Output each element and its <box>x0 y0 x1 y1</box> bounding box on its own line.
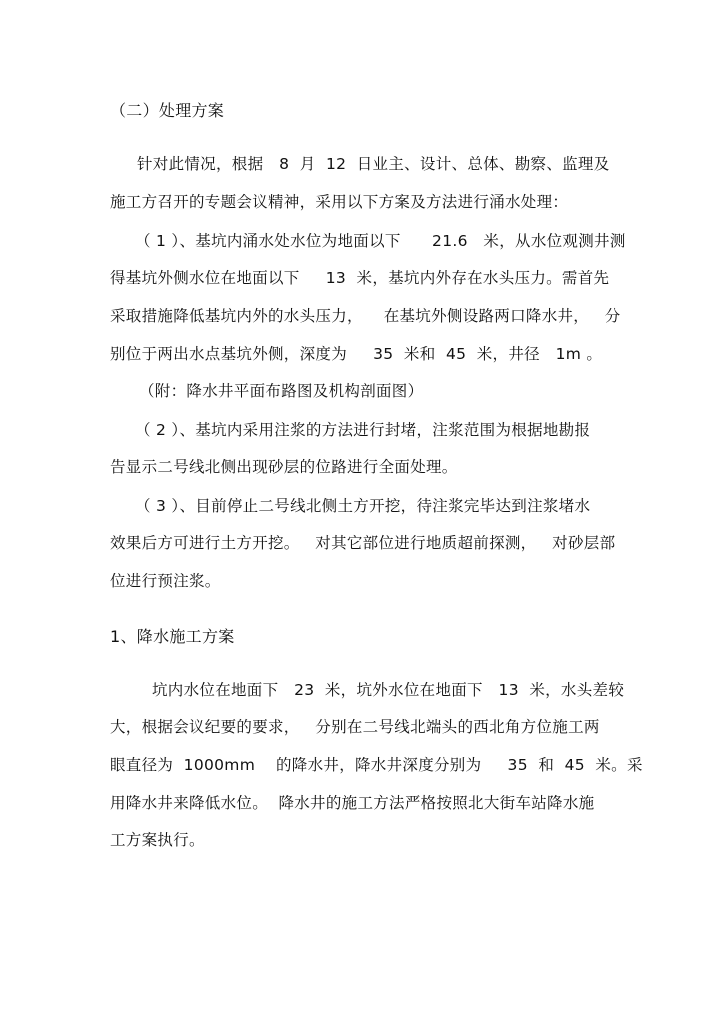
item2-line-1: （ 2 ）、基坑内采用注浆的方法进行封堵，注浆范围为根据地勘报 <box>135 421 591 439</box>
dewatering-line-2: 大，根据会议纪要的要求， 分别在二号线北端头的西北角方位施工两 <box>110 718 600 736</box>
item3-line-2: 效果后方可进行土方开挖。 对其它部位进行地质超前探测， 对砂层部 <box>110 534 616 552</box>
section-title: （二）处理方案 <box>110 101 225 120</box>
item1-line-4: 别位于两出水点基坑外侧，深度为 35 米和 45 米，井径 1m 。 <box>110 345 603 363</box>
dewatering-line-3: 眼直径为 1000mm 的降水井，降水井深度分别为 35 和 45 米。采 <box>110 756 643 774</box>
item3-line-3: 位进行预注浆。 <box>110 572 221 590</box>
item1-line-2: 得基坑外侧水位在地面以下 13 米，基坑内外存在水头压力。需首先 <box>110 269 610 287</box>
item2-line-2: 告显示二号线北侧出现砂层的位路进行全面处理。 <box>110 458 458 476</box>
item1-line-3: 采取措施降低基坑内外的水头压力， 在基坑外侧设路两口降水井， 分 <box>110 307 621 325</box>
intro-line-1: 针对此情况，根据 8 月 12 日业主、设计、总体、勘察、监理及 <box>137 155 610 173</box>
attachment-note: （附：降水井平面布路图及机构剖面图） <box>139 382 424 400</box>
intro-line-2: 施工方召开的专题会议精神，采用以下方案及方法进行涌水处理： <box>110 193 569 211</box>
dewatering-line-1: 坑内水位在地面下 23 米，坑外水位在地面下 13 米，水头差较 <box>152 681 625 699</box>
item1-line-1: （ 1 ）、基坑内涌水处水位为地面以下 21.6 米，从水位观测井测 <box>135 232 626 250</box>
dewatering-line-5: 工方案执行。 <box>110 831 205 849</box>
subsection-title: 1、降水施工方案 <box>110 627 235 646</box>
dewatering-line-4: 用降水井来降低水位。 降水井的施工方法严格按照北大街车站降水施 <box>110 794 595 812</box>
item3-line-1: （ 3 ）、目前停止二号线北侧土方开挖，待注浆完毕达到注浆堵水 <box>135 497 591 515</box>
